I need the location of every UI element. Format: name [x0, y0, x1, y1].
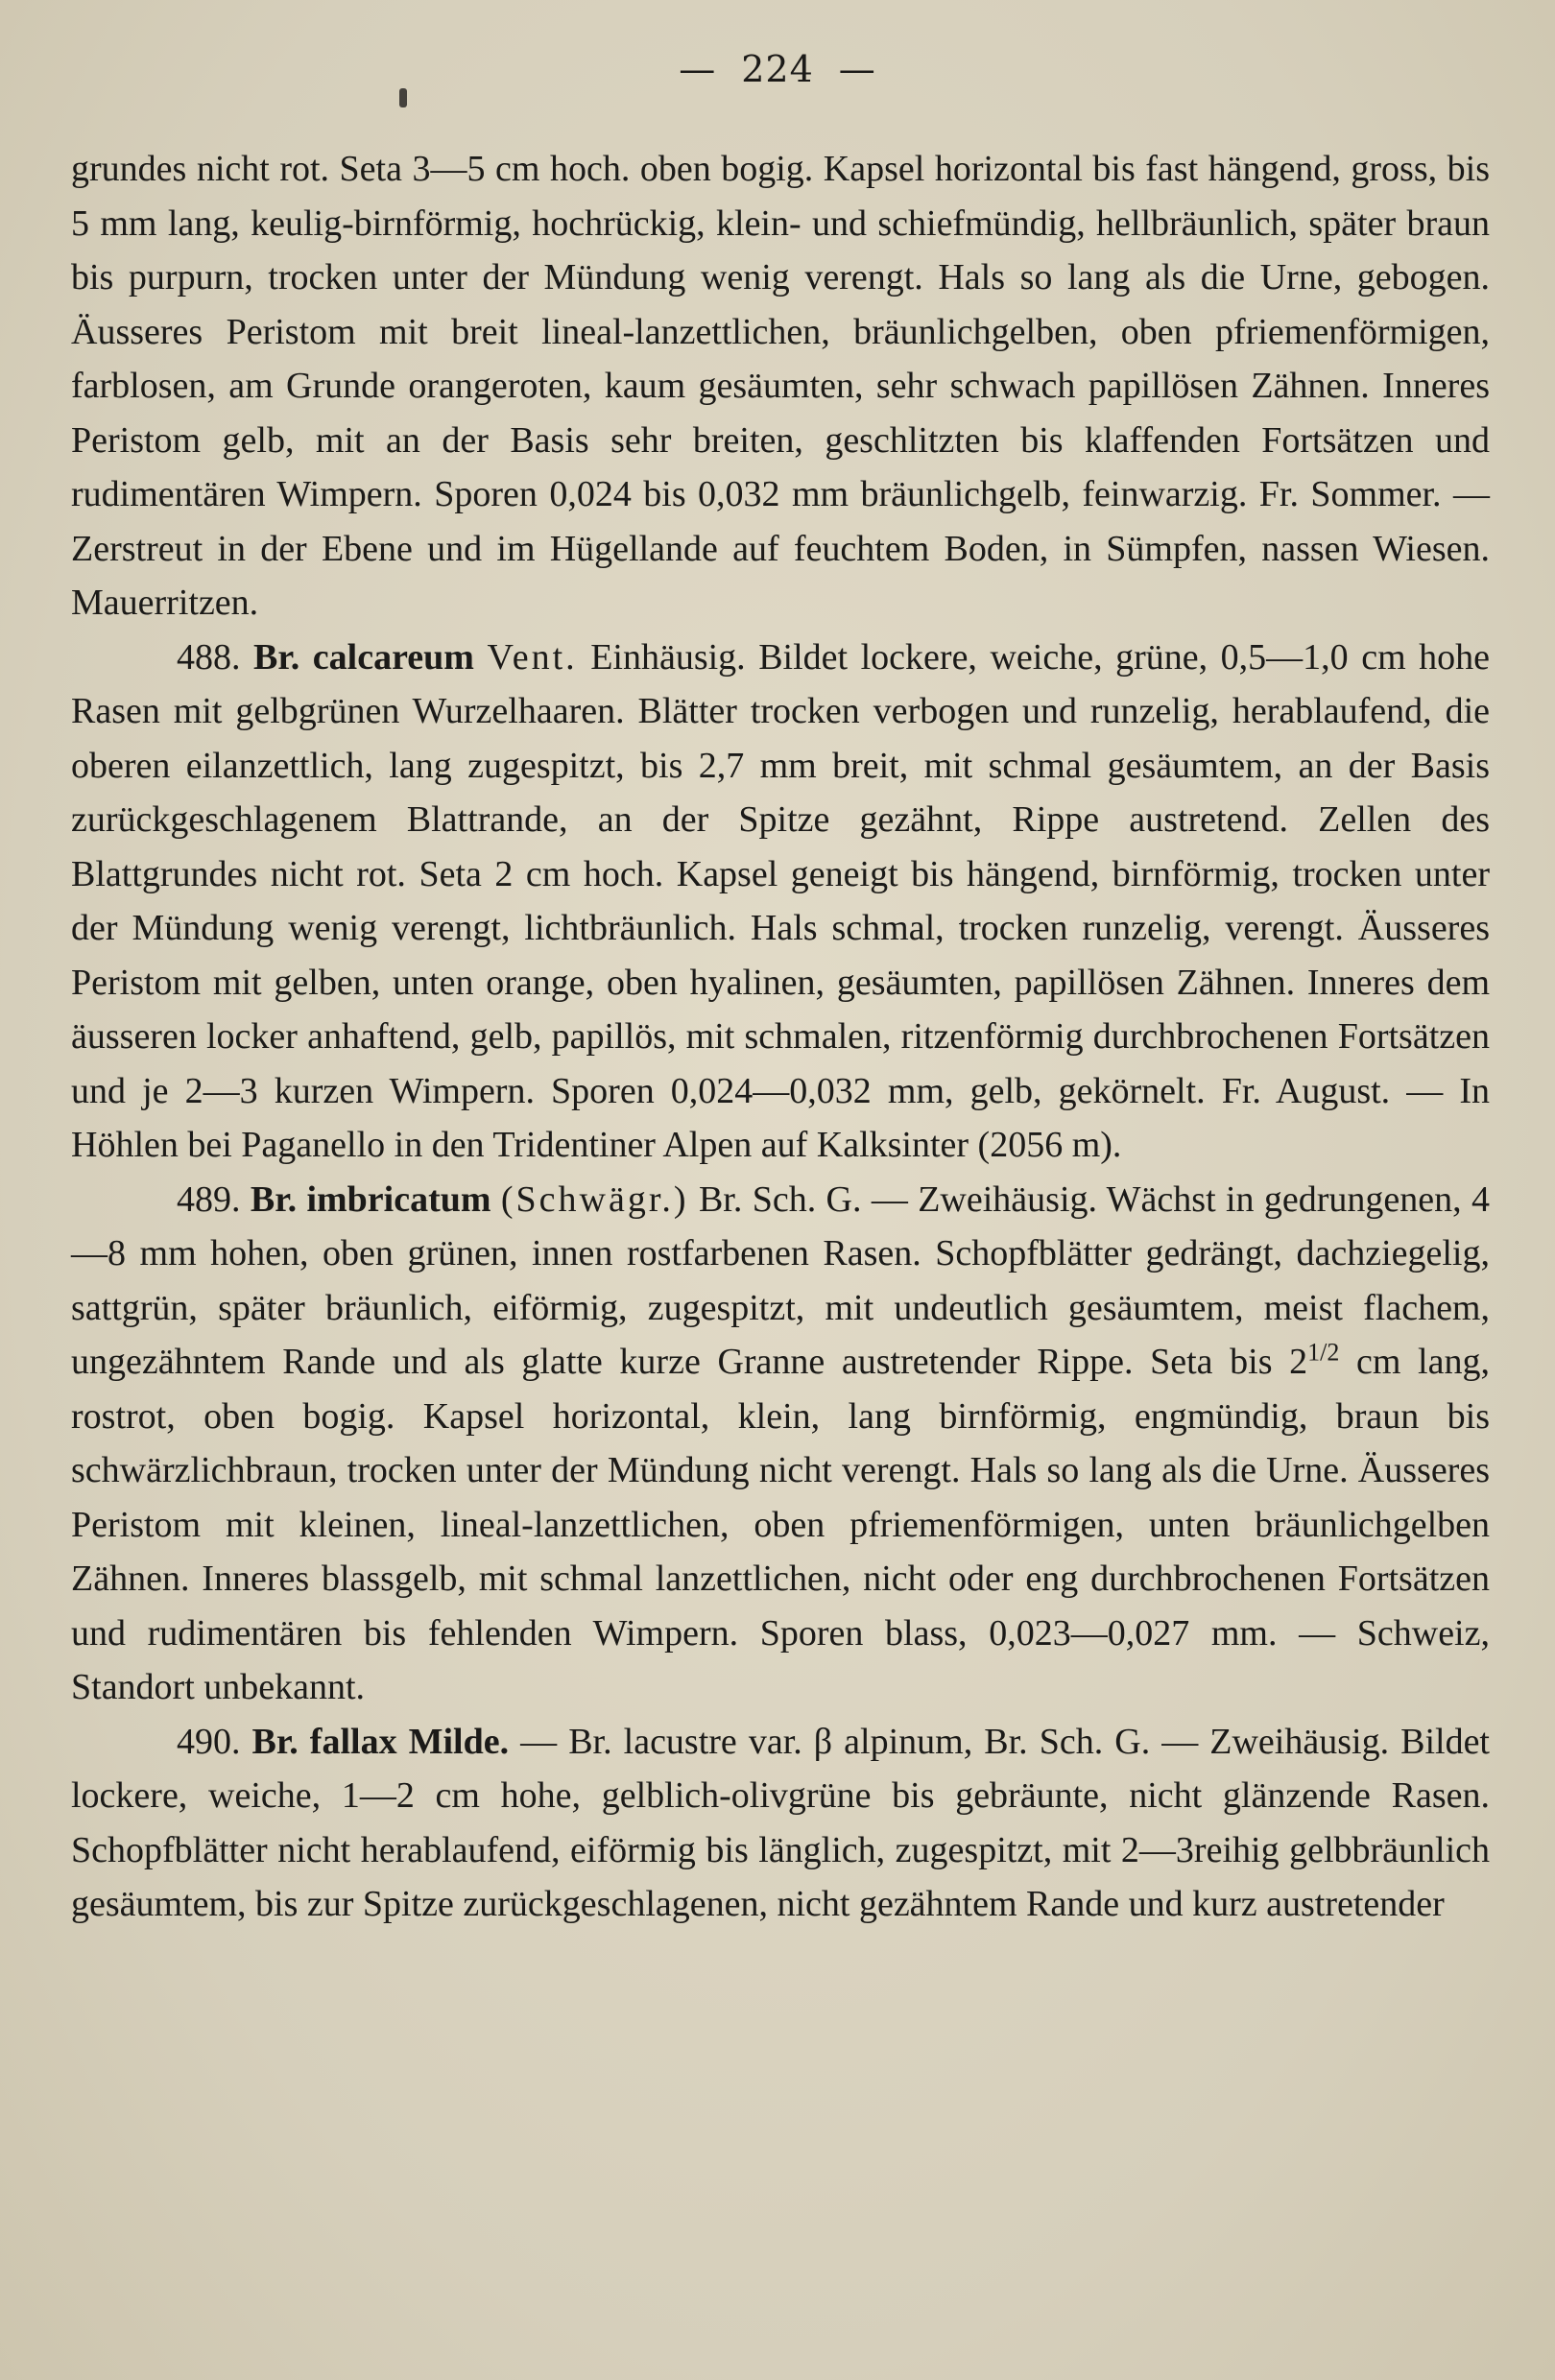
entry-description: — Zweihäusig. Wächst in gedrungenen, 4—8 mm hohen, oben grünen, innen rostfarbenen Rasen. Schopfblätter gedrängt, dachziegelig, sattgrün, später bräunlich, eiförmig, zugespitzt, mit undeutlich gesäumtem, meist flachem, ungezähntem Rande und als glatte kurze Granne austretender Rippe. Seta bis 2: [71, 1178, 1491, 1382]
taxon-author: (Schwägr.): [500, 1178, 689, 1220]
fraction: 1/2: [1307, 1338, 1340, 1367]
taxon-author-extra: Br. Sch. G.: [698, 1178, 862, 1220]
continuation-paragraph: grundes nicht rot. Seta 3—5 cm hoch. oben bogig. Kapsel horizontal bis fast hängend, gross, bis 5 mm lang, keulig-birnförmig, hochrückig, klein- und schiefmündig, hellbräunlich, später braun bis purpurn, trocken unter der Mündung wenig verengt. Hals so lang als die Urne, gebogen. Äusseres Peristom mit breit lineal-lanzettlichen, bräunlichgelben, oben pfriemenförmigen, farblosen, am Grunde orangeroten, kaum gesäumten, sehr schwach papillösen Zähnen. Inneres Peristom gelb, mit an der Basis sehr breiten, geschlitzten bis klaffenden Fortsätzen und rudimentären Wimpern. Sporen 0,024 bis 0,032 mm bräunlichgelb, feinwarzig. Fr. Sommer. — Zerstreut in der Ebene und im Hügellande auf feuchtem Boden, in Sümpfen, nassen Wiesen. Mauerritzen.: [71, 149, 1490, 623]
taxon-name: Br. imbricatum: [250, 1178, 491, 1220]
entry-description: — Br. lacustre var. β alpinum, Br. Sch. G. — Zweihäusig. Bildet lockere, weiche, 1—2 cm hohe, gelblich-olivgrüne bis gebräunte, nicht glänzende Rasen. Schopfblätter nicht herablaufend, eiförmig bis länglich, zugespitzt, mit 2—3reihig gelbbräunlich gesäumtem, bis zur Spitze zurückgeschlagenen, nicht gezähntem Rande und kurz austretender: [71, 1721, 1490, 1924]
header-dash-right: —: [838, 48, 876, 90]
species-entry-488: [71, 631, 1490, 1173]
taxon-name: Br. fallax Milde.: [251, 1721, 510, 1762]
entry-number: 489.: [177, 1178, 241, 1220]
species-entry-490: [71, 1715, 1490, 1932]
page-number: 224: [741, 48, 814, 90]
ink-fleck: [399, 88, 407, 107]
page-text: [71, 142, 1490, 1932]
entry-number: 488.: [177, 636, 241, 678]
taxon-name: Br. calcareum: [253, 636, 474, 678]
entry-description: Einhäusig. Bildet lockere, weiche, grüne, 0,5—1,0 cm hohe Rasen mit gelbgrünen Wurzelhaaren. Blätter trocken verbogen und runzelig, herablaufend, die oberen eilanzettlich, lang zugespitzt, bis 2,7 mm breit, mit schmal gesäumtem, an der Basis zurückgeschlagenem Blattrande, an der Spitze gezähnt, Rippe austretend. Zellen des Blattgrundes nicht rot. Seta 2 cm hoch. Kapsel geneigt bis hängend, birnförmig, trocken unter der Mündung wenig verengt, lichtbräunlich. Hals schmal, trocken runzelig, verengt. Äusseres Peristom mit gelben, unten orange, oben hyalinen, gesäumten, papillösen Zähnen. Inneres dem äusseren locker anhaftend, gelb, papillös, mit schmalen, ritzenförmig durchbrochenen Fortsätzen und je 2—3 kurzen Wimpern. Sporen 0,024—0,032 mm, gelb, gekörnelt. Fr. August. — In Höhlen bei Paganello in den Tridentiner Alpen auf Kalksinter (2056 m).: [71, 636, 1491, 1165]
entry-description-continued: cm lang, rostrot, oben bogig. Kapsel horizontal, klein, lang birnförmig, engmündig, braun bis schwärzlichbraun, trocken unter der Mündung nicht verengt. Hals so lang als die Urne. Äusseres Peristom mit kleinen, lineal-lanzettlichen, oben pfriemenförmigen, unten bräunlichgelben Zähnen. Inneres blassgelb, mit schmal lanzettlichen, nicht oder eng durchbrochenen Fortsätzen und rudimentären bis fehlenden Wimpern. Sporen blass, 0,023—0,027 mm. — Schweiz, Standort unbekannt.: [71, 1342, 1490, 1707]
species-entry-489: [71, 1173, 1490, 1715]
entry-number: 490.: [177, 1721, 241, 1762]
page-header: [0, 48, 1555, 90]
taxon-author: Vent.: [487, 636, 578, 678]
header-dash-left: —: [679, 48, 717, 90]
